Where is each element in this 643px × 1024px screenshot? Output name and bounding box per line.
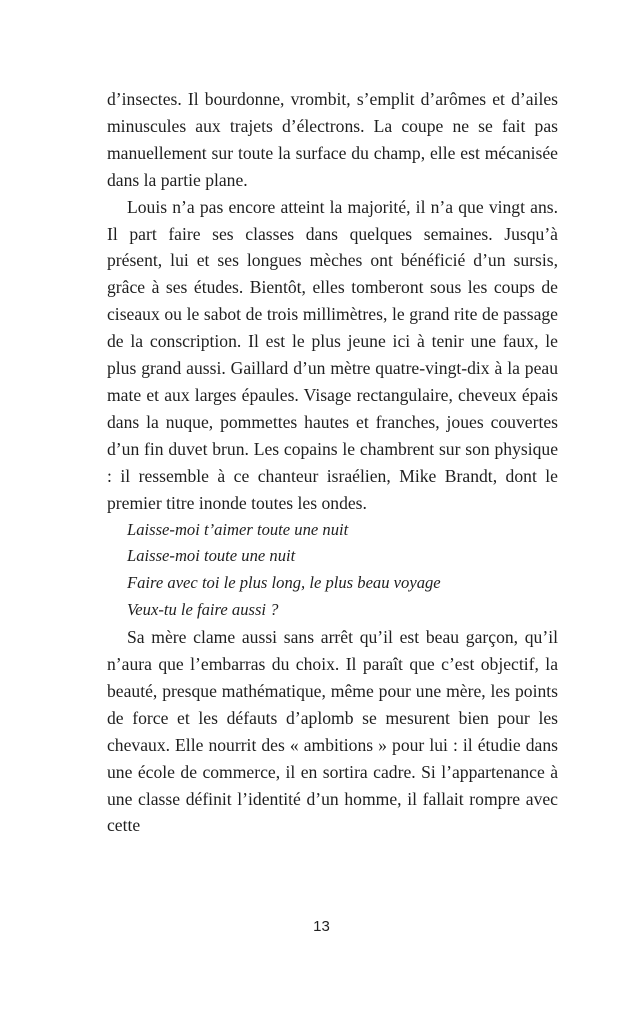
page-number: 13: [313, 918, 330, 935]
paragraph-3: Sa mère clame aussi sans arrêt qu’il est beau garçon, qu’il n’aura que l’embarras du choix. Il paraît que c’est objectif, la beauté, presque mathématique, même pour une mère, les points de force et les défauts d’aplomb se mesurent bien pour les chevaux. Elle nourrit des « ambitions » pour lui : il étudie dans une école de commerce, il en sortira cadre. Si l’appartenance à une classe définit l’identité d’un homme, il fallait rompre avec cette: [107, 627, 558, 836]
verse-line-1: Laisse-moi t’aimer toute une nuit: [127, 519, 349, 539]
page-body: [107, 86, 558, 839]
verse-line-2: Laisse-moi toute une nuit: [127, 546, 296, 566]
paragraph-2: Louis n’a pas encore atteint la majorité, il n’a que vingt ans. Il part faire ses classes dans quelques semaines. Jusqu’à présent, lui et ses longues mèches ont bénéficié d’un sursis, grâce à ses études. Bientôt, elles tomberont sous les coups de ciseaux ou le sabot de trois millimètres, le grand rite de passage de la conscription. Il est le plus jeune ici à tenir une faux, le plus grand aussi. Gaillard d’un mètre quatre-vingt-dix à la peau mate et aux larges épaules. Visage rectangulaire, cheveux épais dans la nuque, pommettes hautes et franches, joues couvertes d’un fin duvet brun. Les copains le chambrent sur son physique : il ressemble à ce chanteur israélien, Mike Brandt, dont le premier titre inonde toutes les ondes.: [107, 196, 558, 513]
song-lyrics: [107, 517, 558, 625]
verse-line-4: Veux-tu le faire aussi ?: [127, 600, 279, 620]
paragraph-1: d’insectes. Il bourdonne, vrombit, s’emplit d’arômes et d’ailes minuscules aux trajets d’électrons. La coupe ne se fait pas manuellement sur toute la surface du champ, elle est mécanisée dans la partie plane.: [107, 89, 558, 190]
verse-line-3: Faire avec toi le plus long, le plus beau voyage: [127, 573, 441, 593]
